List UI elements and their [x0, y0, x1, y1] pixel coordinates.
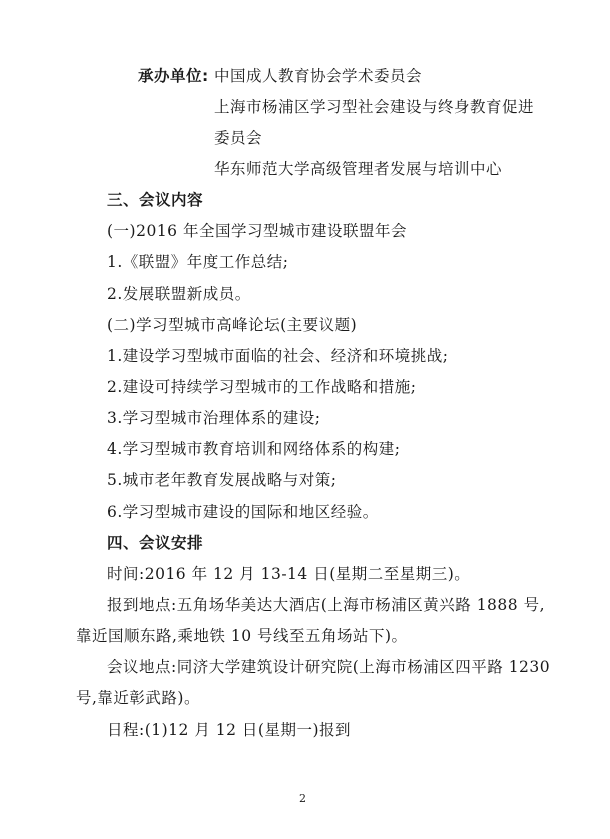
schedule-line: 日程:(1)12 月 12 日(星期一)报到	[107, 721, 352, 739]
part2-item: 4.学习型城市教育培训和网络体系的构建;	[107, 440, 401, 458]
part2-item: 6.学习型城市建设的国际和地区经验。	[107, 503, 379, 521]
organizer-line: 委员会	[214, 129, 263, 147]
part2-title: (二)学习型城市高峰论坛(主要议题)	[107, 316, 358, 334]
page-number: 2	[299, 792, 306, 805]
organizer-line: 中国成人教育协会学术委员会	[214, 67, 423, 85]
meeting-time: 时间:2016 年 12 月 13-14 日(星期二至星期三)。	[107, 565, 471, 583]
part2-item: 1.建设学习型城市面临的社会、经济和环境挑战;	[107, 347, 449, 365]
part2-item: 2.建设可持续学习型城市的工作战略和措施;	[107, 378, 417, 396]
part1-item: 2.发展联盟新成员。	[107, 285, 251, 303]
venue-location: 会议地点:同济大学建筑设计研究院(上海市杨浦区四平路 1230	[107, 658, 551, 676]
checkin-location-cont: 靠近国顺东路,乘地铁 10 号线至五角场站下)。	[76, 627, 408, 645]
organizers-label: 承办单位:	[138, 67, 209, 85]
checkin-location: 报到地点:五角场华美达大酒店(上海市杨浦区黄兴路 1888 号,	[107, 596, 545, 614]
section4-heading: 四、会议安排	[107, 534, 204, 552]
part1-item: 1.《联盟》年度工作总结;	[107, 253, 289, 271]
organizer-line: 上海市杨浦区学习型社会建设与终身教育促进	[214, 98, 535, 116]
section3-heading: 三、会议内容	[107, 191, 204, 209]
venue-location-cont: 号,靠近彰武路)。	[76, 689, 200, 707]
organizer-line: 华东师范大学高级管理者发展与培训中心	[214, 160, 503, 178]
part2-item: 5.城市老年教育发展战略与对策;	[107, 471, 337, 489]
part2-item: 3.学习型城市治理体系的建设;	[107, 409, 321, 427]
part1-title: (一)2016 年全国学习型城市建设联盟年会	[107, 222, 407, 240]
